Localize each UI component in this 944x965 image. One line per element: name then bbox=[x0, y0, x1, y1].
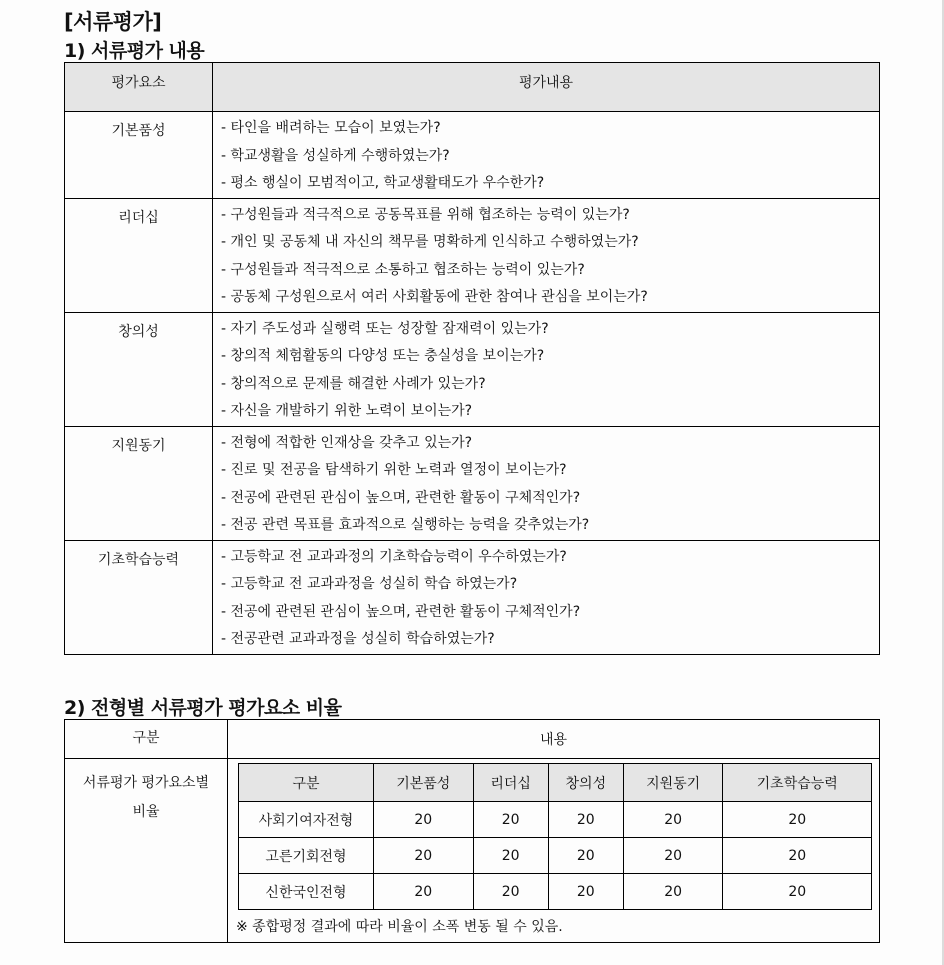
criteria-item: - 구성원들과 적극적으로 공동목표를 위해 협조하는 능력이 있는가? bbox=[221, 206, 630, 223]
ratio-value: 20 bbox=[548, 874, 623, 910]
element-cell: 창의성 bbox=[65, 312, 213, 426]
ratio-value: 20 bbox=[723, 802, 872, 838]
inner-column-header: 창의성 bbox=[548, 764, 623, 802]
header-content: 내용 bbox=[228, 720, 880, 759]
note: ※ 종합평정 결과에 따라 비율이 소폭 변동 될 수 있음. bbox=[236, 919, 563, 935]
ratio-value: 20 bbox=[723, 838, 872, 874]
ratio-value: 20 bbox=[473, 802, 548, 838]
ratio-value: 20 bbox=[473, 838, 548, 874]
ratio-value: 20 bbox=[723, 874, 872, 910]
inner-column-header: 지원동기 bbox=[623, 764, 723, 802]
criteria-item: - 전공에 관련된 관심이 높으며, 관련한 활동이 구체적인가? bbox=[221, 489, 581, 506]
criteria-item: - 진로 및 전공을 탐색하기 위한 노력과 열정이 보이는가? bbox=[221, 462, 567, 478]
ratio-value: 20 bbox=[473, 874, 548, 910]
ratio-value: 20 bbox=[374, 874, 474, 910]
criteria-item: - 창의적 체험활동의 다양성 또는 충실성을 보이는가? bbox=[221, 348, 545, 364]
criteria-item: - 타인을 배려하는 모습이 보였는가? bbox=[221, 120, 441, 136]
criteria-item: - 학교생활을 성실하게 수행하였는가? bbox=[221, 147, 450, 164]
criteria-cell bbox=[213, 540, 880, 654]
admission-type: 고른기회전형 bbox=[239, 838, 374, 874]
criteria-item: - 공동체 구성원으로서 여러 사회활동에 관한 참여나 관심을 보이는가? bbox=[221, 289, 648, 305]
criteria-item: - 개인 및 공동체 내 자신의 책무를 명확하게 인식하고 수행하였는가? bbox=[221, 234, 639, 250]
ratio-table bbox=[64, 719, 880, 943]
criteria-cell bbox=[213, 312, 880, 426]
ratio-inner-table bbox=[238, 763, 872, 910]
ratio-value: 20 bbox=[374, 802, 474, 838]
ratio-content bbox=[228, 759, 880, 943]
criteria-item: - 전공관련 교과과정을 성실히 학습하였는가? bbox=[221, 631, 495, 647]
inner-table-row bbox=[239, 802, 872, 838]
section2-heading: 2) 전형별 서류평가 평가요소 비율 bbox=[64, 697, 342, 719]
element-cell: 리더십 bbox=[65, 198, 213, 312]
inner-table-row bbox=[239, 874, 872, 910]
element-cell: 기본품성 bbox=[65, 112, 213, 199]
section1-heading: 1) 서류평가 내용 bbox=[64, 40, 205, 62]
inner-column-header: 기초학습능력 bbox=[723, 764, 872, 802]
criteria-item: - 자기 주도성과 실행력 또는 성장할 잠재력이 있는가? bbox=[221, 320, 549, 337]
inner-column-header: 리더십 bbox=[473, 764, 548, 802]
ratio-value: 20 bbox=[374, 838, 474, 874]
criteria-item: - 창의적으로 문제를 해결한 사례가 있는가? bbox=[221, 375, 486, 392]
inner-column-header: 기본품성 bbox=[374, 764, 474, 802]
ratio-value: 20 bbox=[623, 838, 723, 874]
criteria-item: - 전공에 관련된 관심이 높으며, 관련한 활동이 구체적인가? bbox=[221, 603, 581, 620]
table-row bbox=[65, 426, 880, 540]
ratio-value: 20 bbox=[623, 802, 723, 838]
row-label-line1: 서류평가 평가요소별 bbox=[82, 775, 210, 791]
criteria-item: - 고등학교 전 교과과정의 기초학습능력이 우수하였는가? bbox=[221, 548, 567, 565]
ratio-value: 20 bbox=[623, 874, 723, 910]
evaluation-content-table bbox=[64, 62, 880, 655]
row-label-line2: 비율 bbox=[132, 804, 160, 820]
table-row bbox=[65, 112, 880, 199]
criteria-cell bbox=[213, 198, 880, 312]
element-cell: 기초학습능력 bbox=[65, 540, 213, 654]
inner-table-row bbox=[239, 838, 872, 874]
criteria-cell bbox=[213, 112, 880, 199]
element-cell: 지원동기 bbox=[65, 426, 213, 540]
ratio-value: 20 bbox=[548, 802, 623, 838]
criteria-item: - 전공 관련 목표를 효과적으로 실행하는 능력을 갖추었는가? bbox=[221, 517, 590, 533]
admission-type: 사회기여자전형 bbox=[239, 802, 374, 838]
admission-type: 신한국인전형 bbox=[239, 874, 374, 910]
table-row bbox=[65, 312, 880, 426]
page-title: [서류평가] bbox=[64, 10, 162, 34]
table-row bbox=[65, 540, 880, 654]
inner-column-header: 구분 bbox=[239, 764, 374, 802]
criteria-item: - 전형에 적합한 인재상을 갖추고 있는가? bbox=[221, 434, 473, 451]
row-label bbox=[65, 759, 228, 943]
header-content: 평가내용 bbox=[213, 63, 880, 112]
criteria-cell bbox=[213, 426, 880, 540]
criteria-item: - 평소 행실이 모범적이고, 학교생활태도가 우수한가? bbox=[221, 175, 545, 191]
table-row bbox=[65, 198, 880, 312]
header-element: 평가요소 bbox=[65, 63, 213, 112]
header-category: 구분 bbox=[65, 720, 228, 759]
criteria-item: - 구성원들과 적극적으로 소통하고 협조하는 능력이 있는가? bbox=[221, 261, 585, 278]
ratio-value: 20 bbox=[548, 838, 623, 874]
criteria-item: - 고등학교 전 교과과정을 성실히 학습 하였는가? bbox=[221, 576, 518, 592]
criteria-item: - 자신을 개발하기 위한 노력이 보이는가? bbox=[221, 403, 473, 419]
